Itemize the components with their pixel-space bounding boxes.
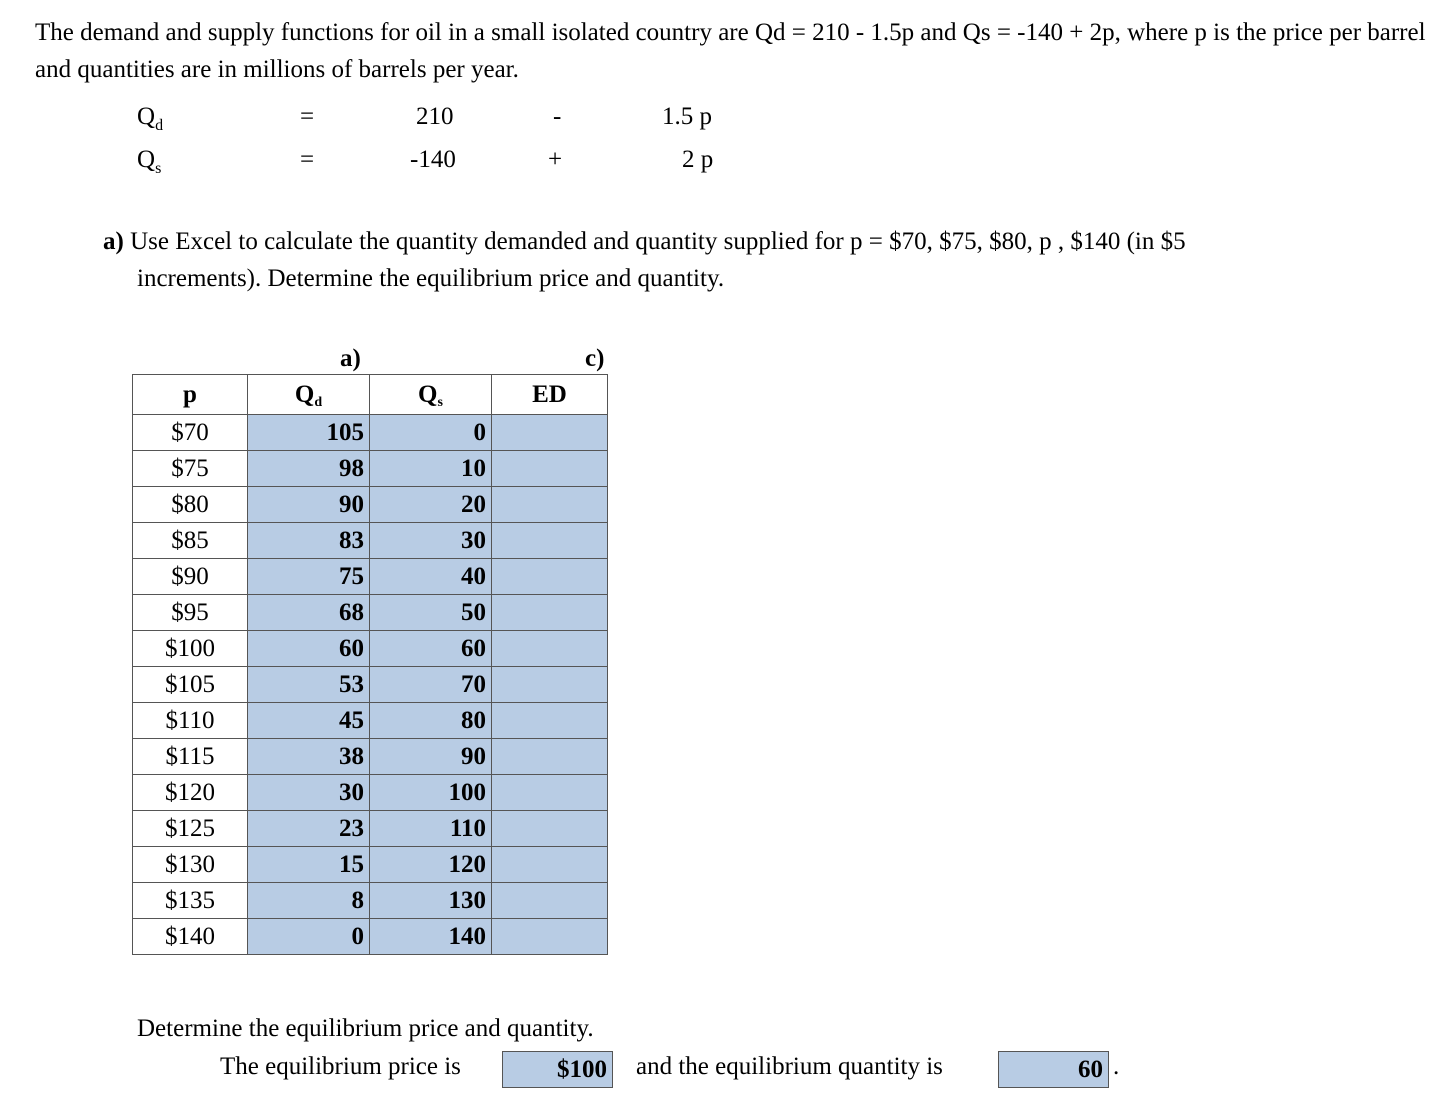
table-row xyxy=(133,559,608,595)
question-a-label: a) xyxy=(103,228,124,255)
price-cell[interactable]: $95 xyxy=(133,595,248,631)
excess-demand-cell[interactable] xyxy=(492,451,608,487)
table-row xyxy=(133,703,608,739)
excess-demand-cell[interactable] xyxy=(492,847,608,883)
equilibrium-price-cell[interactable]: $100 xyxy=(502,1051,613,1088)
price-cell[interactable]: $120 xyxy=(133,775,248,811)
excess-demand-cell[interactable] xyxy=(492,415,608,451)
price-answer-text: The equilibrium price is xyxy=(220,1053,461,1080)
eq-demand-coefficient: 1.5 p xyxy=(662,103,712,130)
eq-supply-constant: -140 xyxy=(410,146,456,173)
price-cell[interactable]: $135 xyxy=(133,883,248,919)
price-cell[interactable]: $85 xyxy=(133,523,248,559)
eq-demand-lhs: $Q_d$ xyxy=(137,103,164,134)
eq-supply-equals: = xyxy=(300,146,315,173)
quantity-supplied-cell[interactable]: 140 xyxy=(370,919,492,955)
table-row xyxy=(133,919,608,955)
excess-demand-cell[interactable] xyxy=(492,487,608,523)
eq-supply-coefficient: 2 p xyxy=(682,146,714,173)
quantity-demanded-cell[interactable]: 105 xyxy=(248,415,370,451)
quantity-supplied-cell[interactable]: 30 xyxy=(370,523,492,559)
quantity-supplied-cell[interactable]: 40 xyxy=(370,559,492,595)
quantity-supplied-cell[interactable]: 0 xyxy=(370,415,492,451)
table-row xyxy=(133,523,608,559)
table-row xyxy=(133,811,608,847)
quantity-demanded-cell[interactable]: 8 xyxy=(248,883,370,919)
quantity-demanded-cell[interactable]: 38 xyxy=(248,739,370,775)
quantity-demanded-cell[interactable]: 23 xyxy=(248,811,370,847)
quantity-supplied-cell[interactable]: 80 xyxy=(370,703,492,739)
eq-demand-constant: 210 xyxy=(416,103,454,130)
table-header-row xyxy=(133,375,608,415)
table-row xyxy=(133,667,608,703)
price-cell[interactable]: $70 xyxy=(133,415,248,451)
excess-demand-cell[interactable] xyxy=(492,739,608,775)
eq-supply-operator: + xyxy=(548,146,563,173)
table-row xyxy=(133,451,608,487)
quantity-supplied-cell[interactable]: 60 xyxy=(370,631,492,667)
price-cell[interactable]: $125 xyxy=(133,811,248,847)
quantity-demanded-cell[interactable]: 15 xyxy=(248,847,370,883)
table-row xyxy=(133,775,608,811)
quantity-demanded-cell[interactable]: 30 xyxy=(248,775,370,811)
excess-demand-cell[interactable] xyxy=(492,703,608,739)
header-excess-demand: ED xyxy=(492,375,608,415)
price-cell[interactable]: $130 xyxy=(133,847,248,883)
eq-demand-equals: = xyxy=(300,103,315,130)
table-row xyxy=(133,415,608,451)
answer-period: . xyxy=(1113,1053,1120,1080)
question-a-line1: Use Excel to calculate the quantity demanded and quantity supplied for p = $70, $75, $80, p , $140 (in $5 xyxy=(130,228,1186,255)
excess-demand-cell[interactable] xyxy=(492,775,608,811)
excess-demand-cell[interactable] xyxy=(492,883,608,919)
quantity-supplied-cell[interactable]: 110 xyxy=(370,811,492,847)
quantity-demanded-cell[interactable]: 68 xyxy=(248,595,370,631)
excess-demand-cell[interactable] xyxy=(492,919,608,955)
question-a xyxy=(103,223,1403,297)
table-row xyxy=(133,883,608,919)
excess-demand-cell[interactable] xyxy=(492,667,608,703)
table-row xyxy=(133,631,608,667)
price-cell[interactable]: $75 xyxy=(133,451,248,487)
quantity-demanded-cell[interactable]: 60 xyxy=(248,631,370,667)
quantity-demanded-cell[interactable]: 98 xyxy=(248,451,370,487)
column-group-label-c: c) xyxy=(585,345,605,372)
quantity-supplied-cell[interactable]: 50 xyxy=(370,595,492,631)
table-row xyxy=(133,739,608,775)
header-quantity-demanded: Qd xyxy=(248,375,370,415)
header-quantity-supplied: Qs xyxy=(370,375,492,415)
table-row xyxy=(133,487,608,523)
table-row xyxy=(133,595,608,631)
supply-demand-table xyxy=(132,374,608,955)
quantity-demanded-cell[interactable]: 45 xyxy=(248,703,370,739)
quantity-demanded-cell[interactable]: 90 xyxy=(248,487,370,523)
excess-demand-cell[interactable] xyxy=(492,631,608,667)
quantity-supplied-cell[interactable]: 10 xyxy=(370,451,492,487)
price-cell[interactable]: $80 xyxy=(133,487,248,523)
price-cell[interactable]: $90 xyxy=(133,559,248,595)
column-group-label-a: a) xyxy=(340,345,361,372)
price-cell[interactable]: $105 xyxy=(133,667,248,703)
quantity-demanded-cell[interactable]: 83 xyxy=(248,523,370,559)
intro-paragraph: The demand and supply functions for oil in a small isolated country are Qd = 210 - 1.5p and Qs = -140 + 2p, where p is the price per barrel and quantities are in millions of barrels per year. xyxy=(35,19,1426,83)
excess-demand-cell[interactable] xyxy=(492,559,608,595)
quantity-supplied-cell[interactable]: 90 xyxy=(370,739,492,775)
quantity-demanded-cell[interactable]: 75 xyxy=(248,559,370,595)
table-row xyxy=(133,847,608,883)
question-a-line2: increments). Determine the equilibrium price and quantity. xyxy=(137,265,725,292)
quantity-supplied-cell[interactable]: 100 xyxy=(370,775,492,811)
quantity-supplied-cell[interactable]: 120 xyxy=(370,847,492,883)
quantity-supplied-cell[interactable]: 130 xyxy=(370,883,492,919)
eq-demand-operator: - xyxy=(553,103,562,130)
excess-demand-cell[interactable] xyxy=(492,811,608,847)
header-price: p xyxy=(133,375,248,415)
quantity-answer-text: and the equilibrium quantity is xyxy=(636,1053,943,1080)
excess-demand-cell[interactable] xyxy=(492,523,608,559)
quantity-demanded-cell[interactable]: 0 xyxy=(248,919,370,955)
quantity-demanded-cell[interactable]: 53 xyxy=(248,667,370,703)
price-cell[interactable]: $110 xyxy=(133,703,248,739)
determine-instruction: Determine the equilibrium price and quantity. xyxy=(137,1015,594,1042)
price-cell[interactable]: $100 xyxy=(133,631,248,667)
quantity-supplied-cell[interactable]: 70 xyxy=(370,667,492,703)
quantity-supplied-cell[interactable]: 20 xyxy=(370,487,492,523)
excess-demand-cell[interactable] xyxy=(492,595,608,631)
equilibrium-quantity-cell[interactable]: 60 xyxy=(998,1051,1109,1088)
price-cell[interactable]: $140 xyxy=(133,919,248,955)
price-cell[interactable]: $115 xyxy=(133,739,248,775)
eq-supply-lhs: $Q_s$ xyxy=(137,146,162,177)
